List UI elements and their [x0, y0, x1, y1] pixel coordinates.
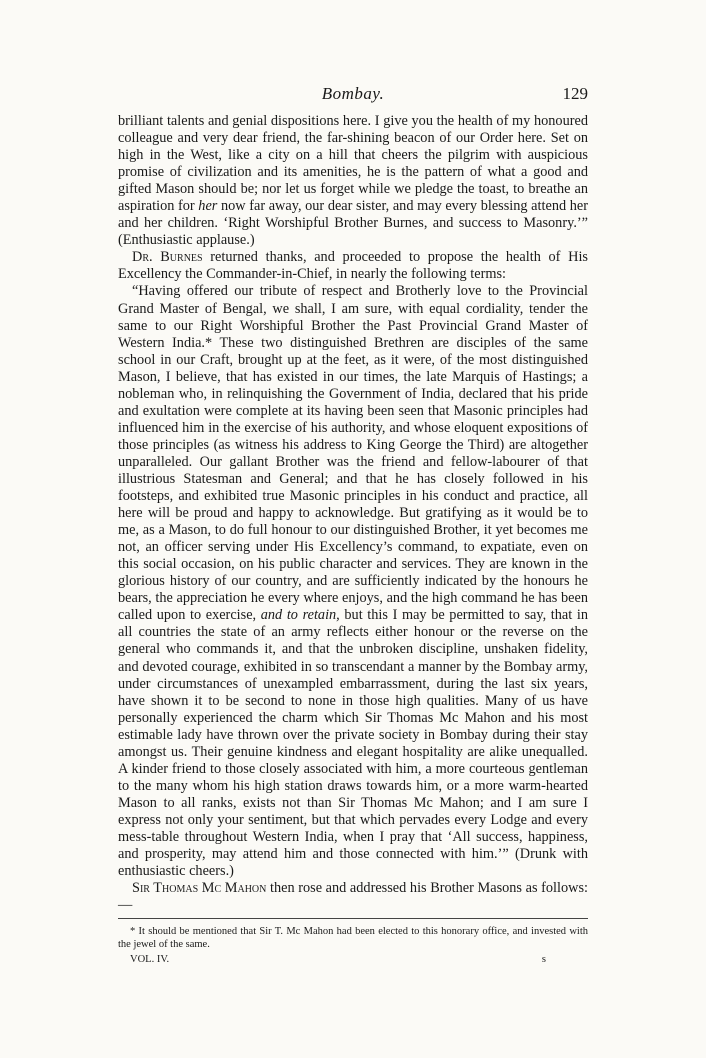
body-text [118, 113, 588, 914]
footnote [118, 926, 588, 951]
paragraph-1-text: brilliant talents and genial dispositions here. I give you the health of my honoured colleague and very dear friend, the far-shining beacon of our Order here. Set on high in the West, like a city on a hill that cheers the pilgrim with auspicious promise of civilization and its amenities, he is the pattern of what a good and gifted Mason should be; nor let us forget while we pledge the toast, to breathe an aspiration for [118, 113, 588, 215]
footnote-divider [118, 918, 588, 919]
paragraph-3-italic: and to retain, [260, 607, 340, 624]
paragraph-2-text: returned thanks, and proceeded to propose the health of His Excellency the Commander-in-Chief, in nearly the following terms: [118, 249, 588, 283]
volume-label: VOL. IV. [130, 954, 170, 965]
paragraph-1 [118, 113, 588, 249]
paragraph-1-italic: her [198, 198, 218, 215]
paragraph-4-text: then rose and addressed his Brother Masons as follows:— [118, 880, 589, 914]
footnote-text: * It should be mentioned that Sir T. Mc Mahon had been elected to this honorary office, and invested with the jewel of the same. [118, 926, 588, 950]
paragraph-4 [118, 880, 588, 914]
paragraph-2 [118, 249, 588, 283]
signature-mark: s [541, 954, 546, 965]
running-title: Bombay. [321, 84, 385, 103]
speaker-name: Dr. Burnes [132, 249, 203, 266]
paragraph-3-text-a: “Having offered our tribute of respect and Brotherly love to the Provincial Grand Master of Bengal, we shall, I am sure, with equal cordiality, tender the same to our Right Worshipful Brother the Past Provincial Grand Master of Western India.* These two distinguished Brethren are disciples of the same school in our Craft, brought up at the feet, as it were, of the most distinguished Mason, I believe, that has existed in our times, the late Marquis of Hastings; a nobleman who, in relinquishing the Government of India, declared that his pride and exultation were complete at its having been seen that Masonic principles had influenced him in the exercise of his authority, and whose eloquent expositions of those principles (as witness his address to King George the Third) are altogether unparalleled. Our gallant Brother was the friend and fellow-labourer of that illustrious Statesman and General; and that he has closely followed in his footsteps, and exhibited true Masonic principles in his conduct and practice, all here will be proud and happy to acknowledge. But gratifying as it would be to me, as a Mason, to do full honour to our distinguished Brother, it yet becomes me not, an officer serving under His Excellency’s command, to expatiate, even on this social occasion, on his public character and services. They are known in the glorious history of our country, and are sufficiently indicated by the honours he bears, the appreciation he every where enjoys, and the high command he has been called upon to exercise, [118, 283, 588, 624]
page-header [118, 84, 588, 108]
paragraph-3 [118, 283, 588, 880]
paragraph-1-end: now far away, our dear sister, and may every blessing attend her and her children. ‘Right Worshipful Brother Burnes, and success to Masonry.’” (Enthusiastic applause.) [118, 198, 588, 249]
page-number: 129 [562, 84, 588, 103]
speaker-name-2: Sir Thomas Mc Mahon [132, 880, 267, 897]
paragraph-3-text-b: but this I may be permitted to say, that in all countries the state of an army reflects either honour or the reverse on the general who commands it, and that the unbroken discipline, unshaken fidelity, and devoted courage, exhibited in so transcendant a manner by the Bombay army, under circumstances of unexampled embarrassment, during the last six years, have shown it to be second to none in those high qualities. Many of us have personally experienced the charm which Sir Thomas Mc Mahon and his most estimable lady have thrown over the private society in Bombay during their stay amongst us. Their genuine kindness and elegant hospitality are alike unequalled. A kinder friend to those closely associated with him, a more courteous gentleman to the many whom his high station draws towards him, or a more warm-hearted Mason to all ranks, exists not than Sir Thomas Mc Mahon; and I am sure I express not only your sentiment, but that which pervades every Lodge and every mess-table throughout Western India, when I pray that ‘All success, happiness, and prosperity, may attend him and those connected with him.’” (Drunk with enthusiastic cheers.) [118, 607, 588, 880]
